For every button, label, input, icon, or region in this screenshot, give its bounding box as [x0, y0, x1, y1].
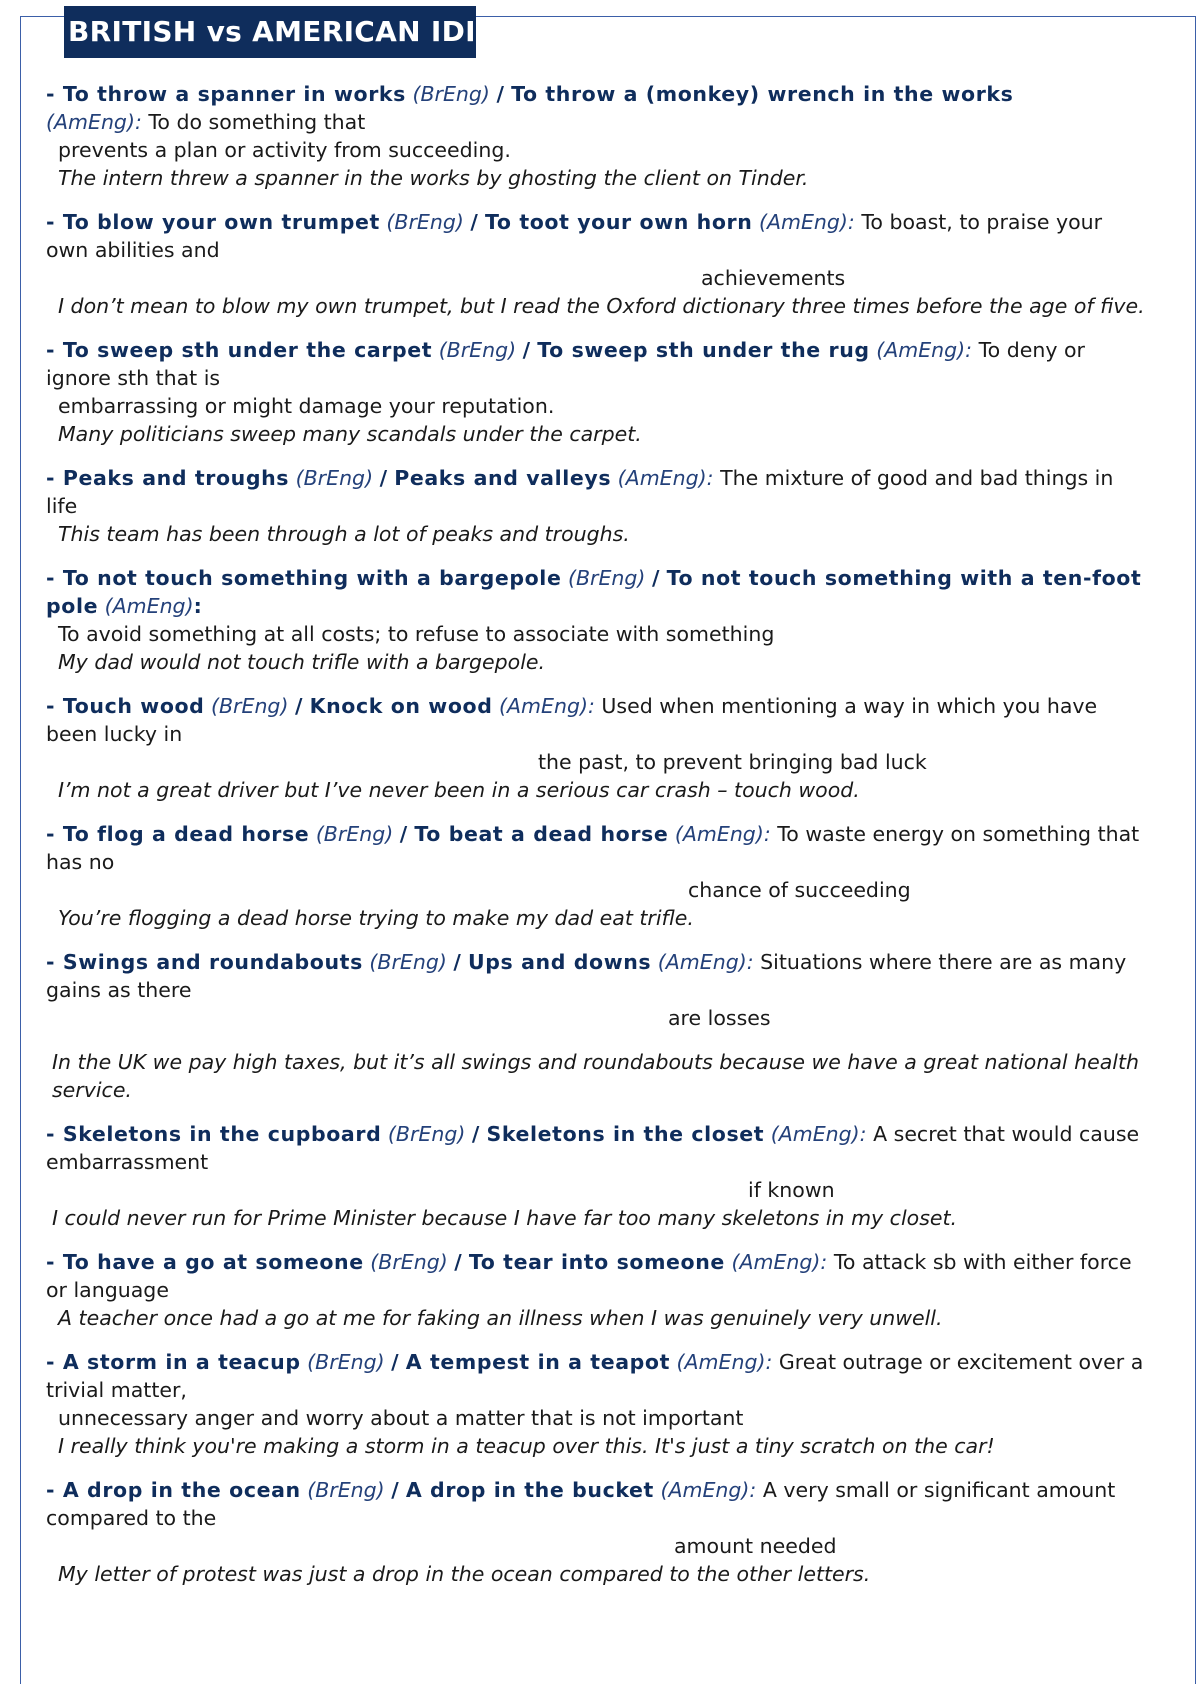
idiom-entry: - To have a go at someone (BrEng) / To tear into someone (AmEng): To attack sb with either force or language A teacher once had a go at me for faking an illness when I was genuinely very unwell.	[46, 1248, 1146, 1332]
american-idiom: Knock on wood	[309, 694, 493, 718]
american-idiom: A drop in the bucket	[405, 1478, 654, 1502]
british-tag: (BrEng)	[211, 694, 289, 718]
idiom-entry: - To sweep sth under the carpet (BrEng) / To sweep sth under the rug (AmEng): To deny or ignore sth that is embarrassing or might damage your reputation. Many politicians sweep many scandals under the carpet.	[46, 336, 1146, 448]
example-sentence: In the UK we pay high taxes, but it’s all swings and roundabouts because we have a great national health service.	[52, 1050, 1139, 1102]
british-idiom: A storm in a teacup	[62, 1350, 301, 1374]
british-idiom: Swings and roundabouts	[62, 950, 363, 974]
example-sentence: My letter of protest was just a drop in the ocean compared to the other letters.	[58, 1562, 871, 1586]
definition-rest: To avoid something at all costs; to refuse to associate with something	[58, 622, 775, 646]
american-tag: (AmEng):	[676, 1350, 773, 1374]
separator: /	[391, 1350, 400, 1374]
british-idiom: A drop in the ocean	[62, 1478, 301, 1502]
idiom-entry: - Skeletons in the cupboard (BrEng) / Skeletons in the closet (AmEng): A secret that would cause embarrassment if known I could never run for Prime Minister because I have far too many skeletons in my closet.	[46, 1120, 1146, 1232]
definition-rest: if known	[748, 1178, 835, 1202]
british-tag: (BrEng)	[387, 1122, 466, 1146]
separator: /	[294, 694, 304, 718]
page-title: BRITISH vs AMERICAN IDI	[64, 6, 476, 58]
american-tag: (AmEng)	[104, 594, 194, 618]
definition-rest: chance of succeeding	[688, 878, 911, 902]
definition-rest: prevents a plan or activity from succeeding.	[58, 138, 511, 162]
american-tag: (AmEng):	[731, 1250, 828, 1274]
definition-start: A very small or significant amount compared to the	[46, 1478, 1116, 1530]
british-idiom: To flog a dead horse	[62, 822, 310, 846]
idiom-entry: - Swings and roundabouts (BrEng) / Ups and downs (AmEng): Situations where there are as many gains as there are losses In the UK we pay high taxes, but it’s all swings and roundabouts because we have a great national health service.	[46, 948, 1146, 1104]
american-tag: (AmEng):	[46, 110, 142, 134]
american-idiom: Peaks and valleys	[394, 466, 612, 490]
british-tag: (BrEng)	[567, 566, 646, 590]
idiom-entry: - To throw a spanner in works (BrEng) / To throw a (monkey) wrench in the works (AmEng): To do something that prevents a plan or activity from succeeding. The intern threw a spanner in the works by ghosting the client on Tinder.	[46, 80, 1146, 192]
american-tag: (AmEng):	[660, 1478, 757, 1502]
definition-rest: unnecessary anger and worry about a matter that is not important	[58, 1406, 744, 1430]
example-sentence: This team has been through a lot of peaks and troughs.	[58, 522, 630, 546]
british-tag: (BrEng)	[369, 950, 447, 974]
american-idiom: Ups and downs	[468, 950, 652, 974]
american-tag: (AmEng):	[876, 338, 973, 362]
definition-rest: amount needed	[674, 1534, 837, 1558]
american-idiom: To tear into someone	[468, 1250, 725, 1274]
american-idiom: To toot your own horn	[485, 210, 753, 234]
american-idiom: To throw a (monkey) wrench in the works	[511, 82, 1014, 106]
definition-rest: the past, to prevent bringing bad luck	[538, 750, 927, 774]
american-tag: (AmEng):	[770, 1122, 867, 1146]
separator: /	[496, 82, 505, 106]
definition-rest: embarrassing or might damage your reputation.	[58, 394, 555, 418]
definition-start: To deny or ignore sth that is	[46, 338, 1085, 390]
american-idiom: Skeletons in the closet	[486, 1122, 765, 1146]
separator: /	[379, 466, 388, 490]
british-idiom: To have a go at someone	[62, 1250, 364, 1274]
american-tag: (AmEng):	[657, 950, 754, 974]
idiom-entry: - A drop in the ocean (BrEng) / A drop in the bucket (AmEng): A very small or significant amount compared to the amount needed My letter of protest was just a drop in the ocean compared to the other letters.	[46, 1476, 1146, 1588]
american-idiom: To sweep sth under the rug	[537, 338, 870, 362]
definition-start: To boast, to praise your own abilities and	[46, 210, 1103, 262]
british-tag: (BrEng)	[438, 338, 517, 362]
definition-start: Great outrage or excitement over a trivial matter,	[46, 1350, 1144, 1402]
british-idiom: Touch wood	[62, 694, 205, 718]
definition-rest: are losses	[668, 1006, 771, 1030]
example-sentence: A teacher once had a go at me for faking an illness when I was genuinely very unwell.	[58, 1306, 943, 1330]
british-tag: (BrEng)	[412, 82, 490, 106]
british-tag: (BrEng)	[315, 822, 394, 846]
idiom-entry: - To blow your own trumpet (BrEng) / To toot your own horn (AmEng): To boast, to praise your own abilities and achievements I don’t mean to blow my own trumpet, but I read the Oxford dictionary three times before the age of five.	[46, 210, 1145, 318]
british-tag: (BrEng)	[370, 1250, 448, 1274]
american-tag: (AmEng):	[674, 822, 771, 846]
separator: /	[471, 1122, 480, 1146]
idiom-entry: - To not touch something with a bargepole (BrEng) / To not touch something with a ten-foot pole (AmEng): To avoid something at all costs; to refuse to associate with something My dad would not touch trifle with a bargepole.	[46, 564, 1146, 676]
american-idiom: A tempest in a teapot	[405, 1350, 670, 1374]
idiom-entry: - To flog a dead horse (BrEng) / To beat a dead horse (AmEng): To waste energy on something that has no chance of succeeding You’re flogging a dead horse trying to make my dad eat trifle.	[46, 820, 1146, 932]
british-tag: (BrEng)	[307, 1478, 385, 1502]
separator: /	[470, 210, 479, 234]
example-sentence: I could never run for Prime Minister because I have far too many skeletons in my closet.	[52, 1206, 958, 1230]
example-sentence: My dad would not touch trifle with a bargepole.	[58, 650, 546, 674]
separator: /	[454, 1250, 463, 1274]
british-idiom: To blow your own trumpet	[62, 210, 380, 234]
american-tag: (AmEng):	[758, 210, 855, 234]
british-tag: (BrEng)	[307, 1350, 385, 1374]
definition-start: Used when mentioning a way in which you have been lucky in	[46, 694, 1098, 746]
definition-start: Situations where there are as many gains as there	[46, 950, 1127, 1002]
idiom-entry: - Peaks and troughs (BrEng) / Peaks and valleys (AmEng): The mixture of good and bad things in life This team has been through a lot of peaks and troughs.	[46, 464, 1146, 548]
example-sentence: Many politicians sweep many scandals under the carpet.	[58, 422, 642, 446]
example-sentence: The intern threw a spanner in the works by ghosting the client on Tinder.	[58, 166, 809, 190]
example-sentence: I really think you're making a storm in a teacup over this. It's just a tiny scratch on the car!	[58, 1434, 995, 1458]
idiom-entry: - Touch wood (BrEng) / Knock on wood (AmEng): Used when mentioning a way in which you have been lucky in the past, to prevent bringing bad luck I’m not a great driver but I’ve never been in a serious car crash – touch wood.	[46, 692, 1146, 804]
separator: /	[399, 822, 408, 846]
british-idiom: Peaks and troughs	[62, 466, 290, 490]
idiom-entry: - A storm in a teacup (BrEng) / A tempest in a teapot (AmEng): Great outrage or excitement over a trivial matter, unnecessary anger and worry about a matter that is not important I really think you're making a storm in a teacup over this. It's just a tiny scratch on the car!	[46, 1348, 1146, 1460]
definition-start: To attack sb with either force or language	[46, 1250, 1132, 1302]
british-idiom: To throw a spanner in works	[62, 82, 406, 106]
british-tag: (BrEng)	[295, 466, 374, 490]
separator: /	[522, 338, 531, 362]
british-idiom: To sweep sth under the carpet	[62, 338, 433, 362]
separator: /	[453, 950, 462, 974]
definition-start: A secret that would cause embarrassment	[46, 1122, 1140, 1174]
american-tag: (AmEng):	[499, 694, 595, 718]
definition-start: The mixture of good and bad things in life	[46, 466, 1114, 518]
british-idiom: To not touch something with a bargepole	[62, 566, 562, 590]
definition-rest: achievements	[701, 266, 846, 290]
american-idiom: To beat a dead horse	[414, 822, 669, 846]
definition-start: To waste energy on something that has no	[46, 822, 1140, 874]
colon: :	[193, 594, 202, 618]
frame-left-border	[20, 16, 21, 1684]
separator: /	[651, 566, 661, 590]
separator: /	[391, 1478, 400, 1502]
idiom-list	[46, 80, 1146, 1604]
british-idiom: Skeletons in the cupboard	[62, 1122, 382, 1146]
american-idiom: To not touch something with a ten-foot pole	[46, 566, 1142, 618]
definition-start: To do something that	[148, 110, 366, 134]
example-sentence: I don’t mean to blow my own trumpet, but I read the Oxford dictionary three times before the age of five.	[58, 294, 1145, 318]
example-sentence: I’m not a great driver but I’ve never been in a serious car crash – touch wood.	[58, 778, 860, 802]
american-tag: (AmEng):	[617, 466, 714, 490]
example-sentence: You’re flogging a dead horse trying to make my dad eat trifle.	[58, 906, 694, 930]
frame-right-border	[1195, 16, 1196, 1684]
british-tag: (BrEng)	[386, 210, 464, 234]
